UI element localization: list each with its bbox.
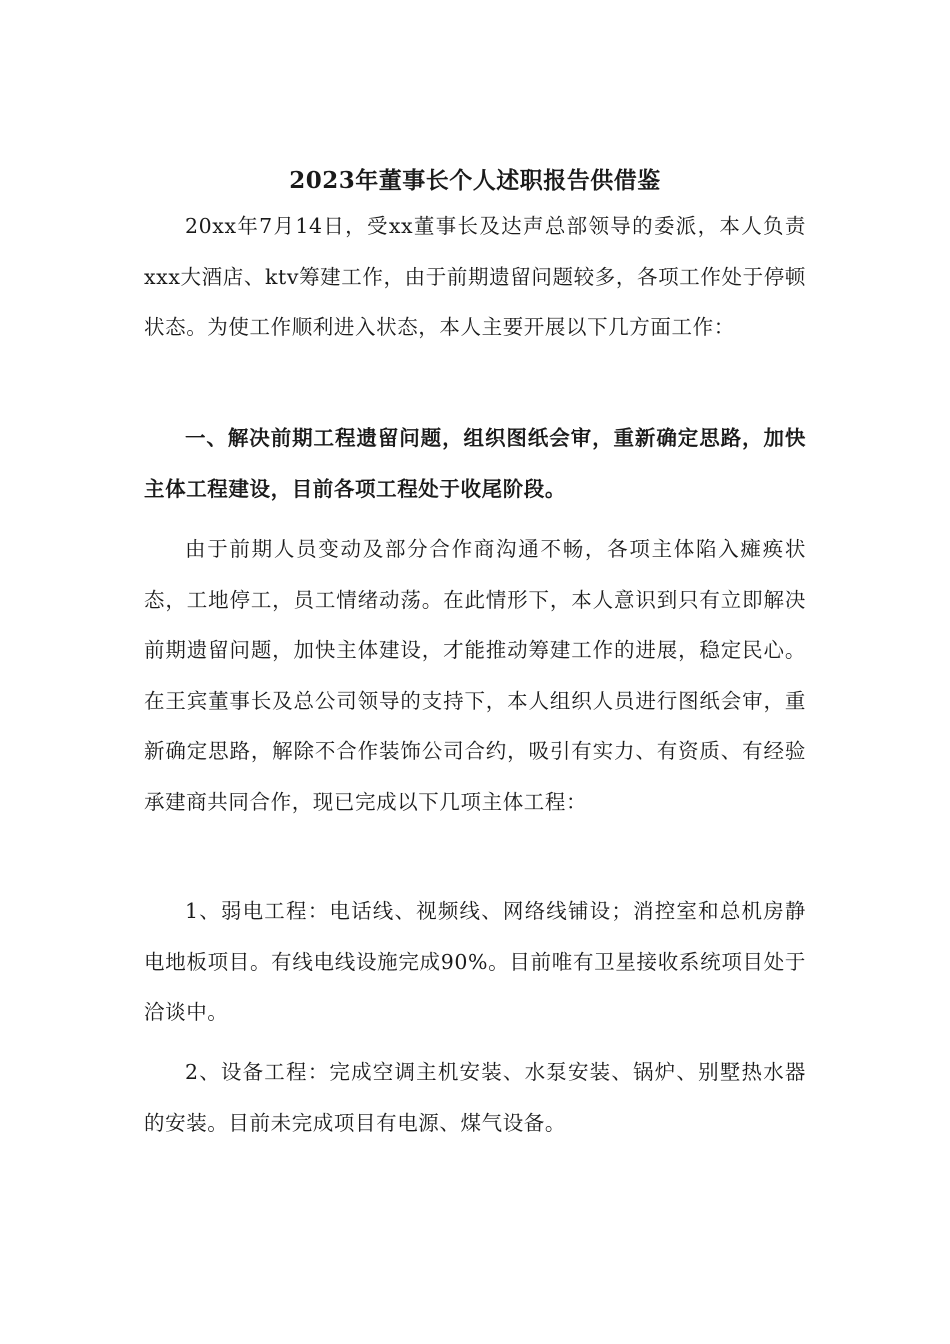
section-1-paragraph: 由于前期人员变动及部分合作商沟通不畅，各项主体陷入瘫痪状态，工地停工，员工情绪动荡。在此情形下，本人意识到只有立即解决前期遗留问题，加快主体建设，才能推动筹建工作的进展，稳定民心。在王宾董事长及总公司领导的支持下，本人组织人员进行图纸会审，重新确定思路，解除不合作装饰公司合约，吸引有实力、有资质、有经验承建商共同合作，现已完成以下几项主体工程： <box>144 537 806 814</box>
section-heading-1: 一、解决前期工程遗留问题，组织图纸会审，重新确定思路，加快主体工程建设，目前各项工程处于收尾阶段。 <box>144 426 806 501</box>
document-title: 2023年董事长个人述职报告供借鉴 <box>289 167 661 195</box>
intro-paragraph: 20xx年7月14日，受xx董事长及达声总部领导的委派，本人负责xxx大酒店、ktv筹建工作，由于前期遗留问题较多，各项工作处于停顿状态。为使工作顺利进入状态，本人主要开展以下几方面工作： <box>144 214 806 339</box>
item-2-equipment-paragraph: 2、设备工程：完成空调主机安装、水泵安装、锅炉、别墅热水器的安装。目前未完成项目有电源、煤气设备。 <box>144 1060 806 1135</box>
item-1-weak-current-paragraph: 1、弱电工程：电话线、视频线、网络线铺设；消控室和总机房静电地板项目。有线电线设施完成90%。目前唯有卫星接收系统项目处于洽谈中。 <box>144 899 806 1024</box>
